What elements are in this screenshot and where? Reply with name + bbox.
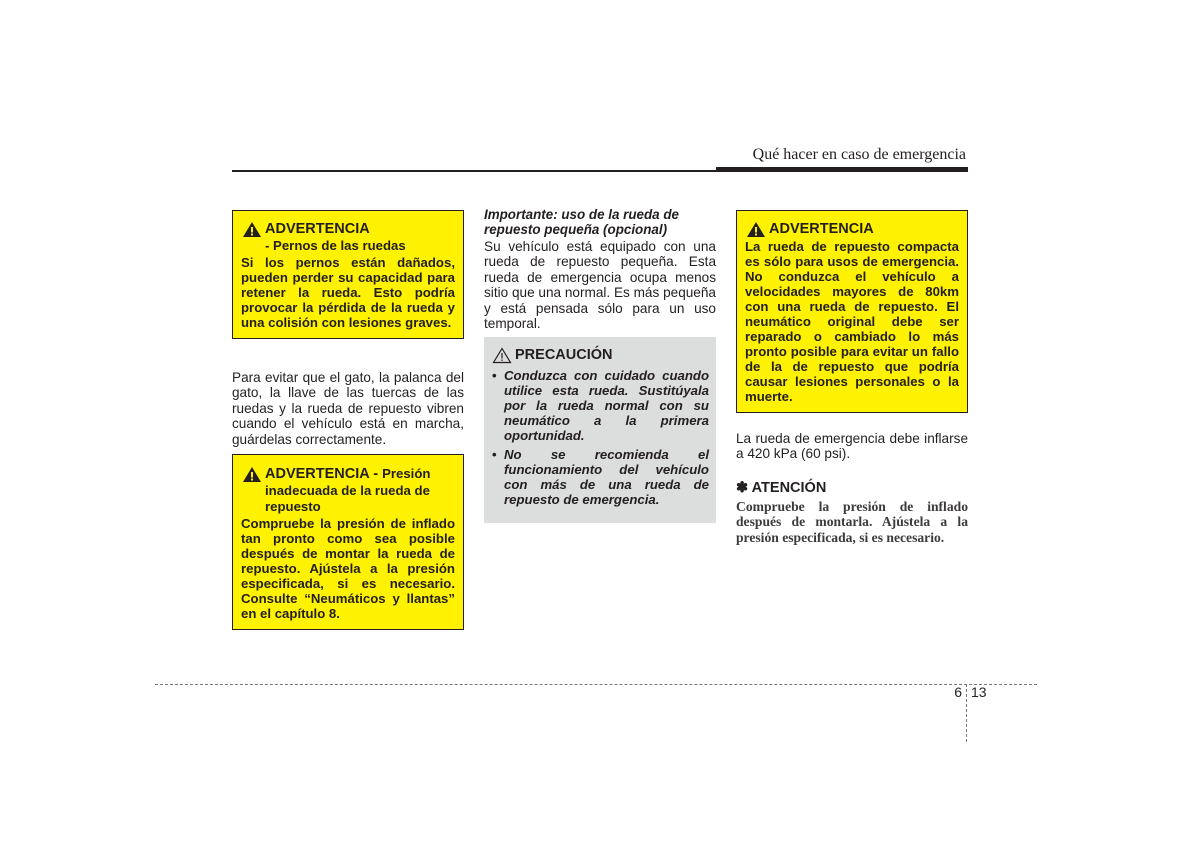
note-body: Compruebe la presión de inflado después de montarla. Ajústela a la presión especificada, si es necesario. [736, 499, 968, 545]
storage-paragraph: Para evitar que el gato, la palanca del gato, la llave de las tuercas de las ruedas y la rueda de repuesto vibren cuando el vehículo está en marcha, guárdelas correctamente. [232, 370, 464, 447]
warning-triangle-icon [242, 466, 262, 483]
footer-rule [155, 684, 1037, 685]
caution-list [492, 368, 709, 507]
warning-subtitle: - Pernos de las ruedas [265, 238, 406, 253]
bullet: • [492, 447, 497, 462]
caution-item [492, 368, 709, 443]
warning-triangle-icon [746, 221, 766, 238]
warning-box-spare-pressure [232, 454, 464, 630]
footer-divider [966, 684, 967, 742]
warning-box-wheel-nuts [232, 210, 464, 339]
note-section [736, 480, 968, 545]
warning-title: ADVERTENCIA - [265, 466, 383, 482]
warning-header [745, 221, 959, 238]
caution-title: PRECAUCIÓN [515, 347, 613, 363]
inflation-paragraph: La rueda de emergencia debe inflarse a 420 kPa (60 psi). [736, 431, 968, 462]
header-rule [232, 170, 716, 172]
chapter-number: 6 [954, 684, 962, 700]
caution-triangle-icon [492, 347, 512, 364]
warning-box-compact-spare [736, 210, 968, 413]
note-title: ATENCIÓN [751, 480, 827, 496]
warning-body: Compruebe la presión de inflado tan pronto como sea posible después de montar la rueda de repuesto. Ajústela a la presión especificada, si es necesario. Consulte “Neumáticos y llantas” en el capítulo 8. [241, 516, 455, 621]
caution-item [492, 447, 709, 507]
caution-header [492, 347, 709, 364]
warning-body: La rueda de repuesto compacta es sólo para usos de emergencia. No conduzca el vehículo a velocidades mayores de 80km con una rueda de repuesto. El neumático original debe ser reparado o cambiado lo más pronto posible para evitar un fallo de la de repuesto que podría causar lesiones personales o la muerte. [745, 239, 959, 404]
caution-item-text: Conduzca con cuidado cuando utilice esta rueda. Sustitúyala por la rueda normal con su neumático a la primera oportunidad. [504, 368, 709, 443]
caution-item-text: No se recomienda el funcionamiento del vehículo con más de una rueda de repuesto de emergencia. [504, 447, 709, 507]
spare-wheel-paragraph: Su vehículo está equipado con una rueda de repuesto pequeña. Esta rueda de emergencia ocupa menos sitio que una normal. Es más pequeña y está pensada sólo para un uso temporal. [484, 239, 716, 332]
warning-subtitle: Presión inadecuada de la rueda de repuesto [265, 466, 431, 514]
warning-header [241, 221, 455, 254]
caution-box [484, 337, 716, 523]
warning-title: ADVERTENCIA [769, 221, 874, 237]
warning-header [241, 466, 455, 515]
asterisk-icon: ✽ [736, 480, 749, 496]
section-heading: Importante: uso de la rueda de repuesto pequeña (opcional) [484, 207, 679, 238]
bullet: • [492, 368, 497, 383]
note-header [736, 480, 968, 496]
page-number: 13 [971, 684, 987, 700]
warning-triangle-icon [242, 221, 262, 238]
warning-title: ADVERTENCIA [265, 221, 370, 237]
header-rule-thick [716, 167, 968, 172]
warning-body: Si los pernos están dañados, pueden perder su capacidad para retener la rueda. Esto podría provocar la pérdida de la rueda y una colisión con lesiones graves. [241, 255, 455, 330]
page-header-title: Qué hacer en caso de emergencia [752, 146, 966, 163]
